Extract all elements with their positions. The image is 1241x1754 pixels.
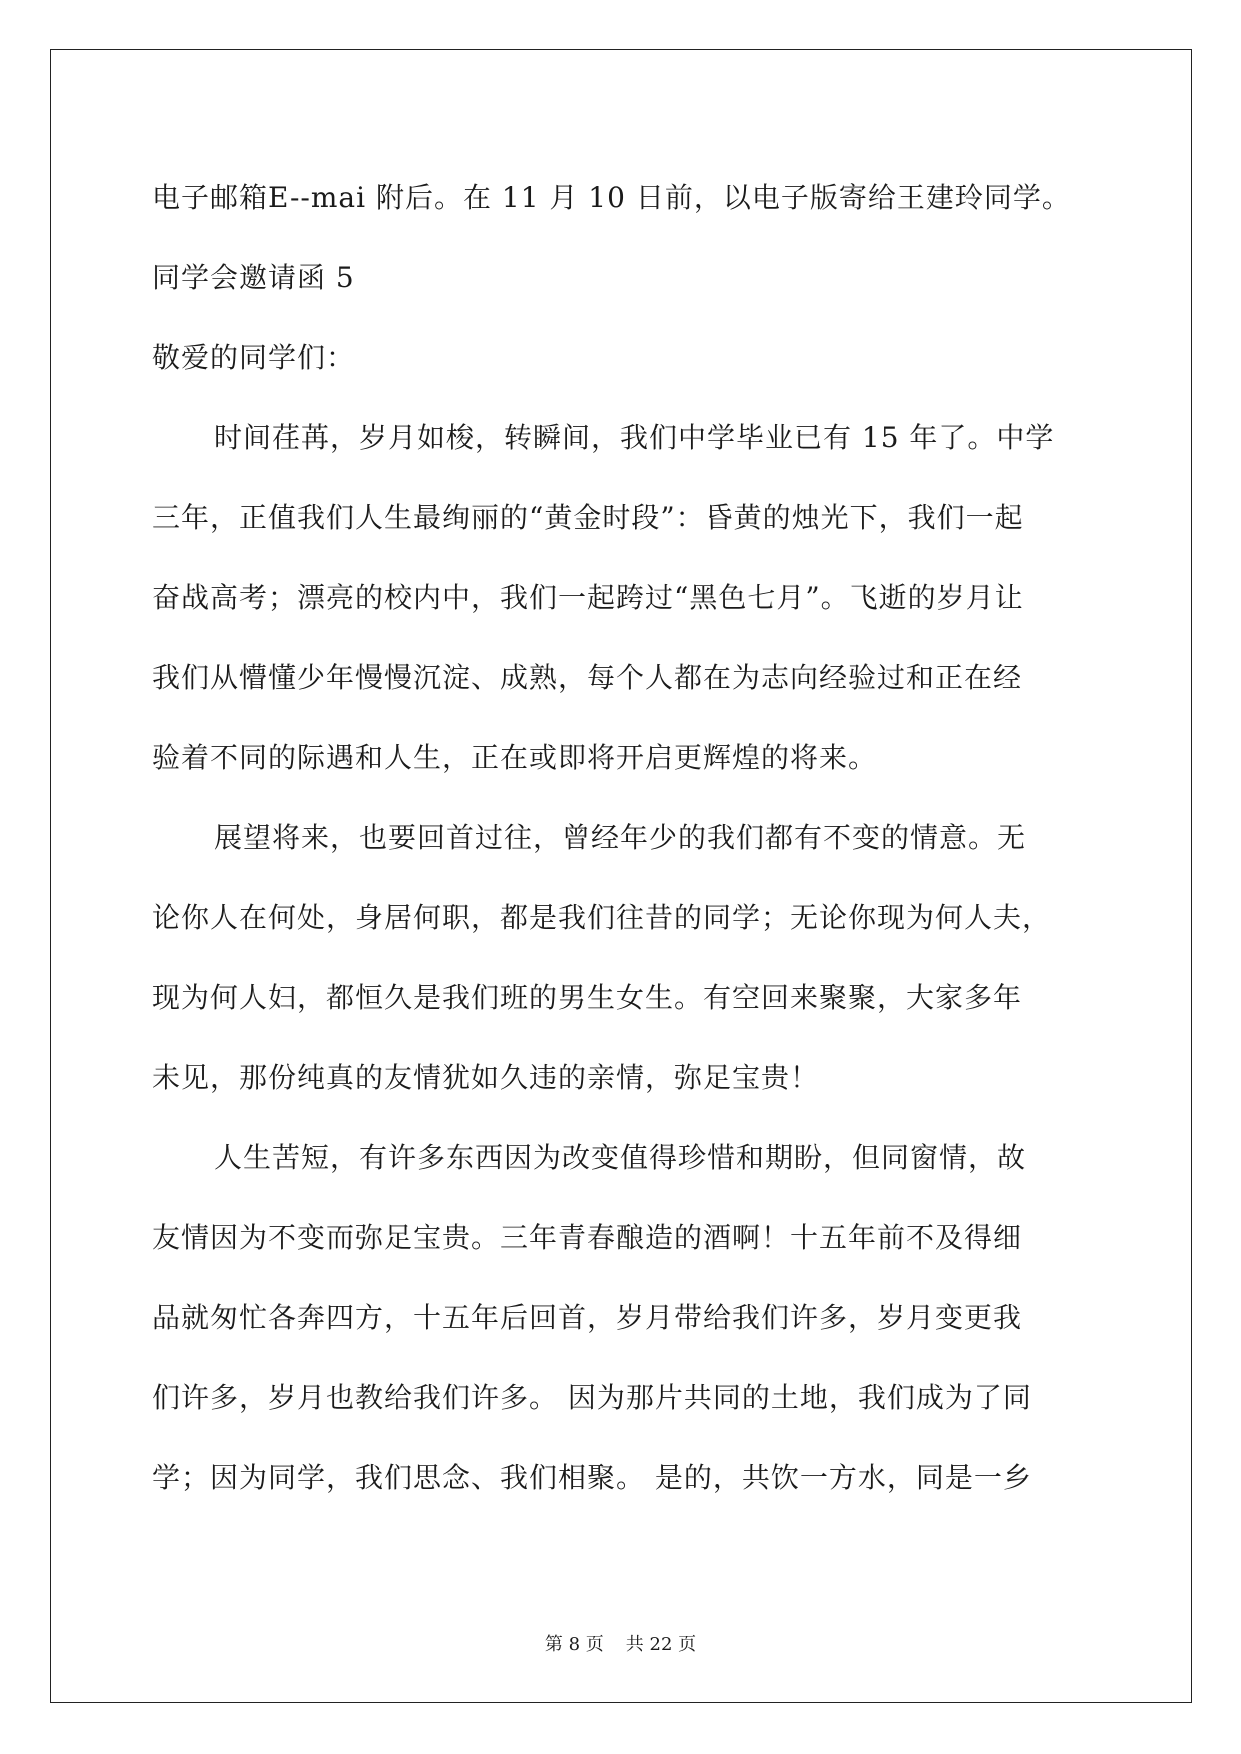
paragraph-3-line-1: 人生苦短，有许多东西因为改变值得珍惜和期盼，但同窗情，故 xyxy=(214,1141,1027,1174)
page-footer xyxy=(0,1633,1241,1657)
page-total: 共 22 页 xyxy=(625,1634,697,1655)
paragraph-3-line-5: 学；因为同学，我们思念、我们相聚。 是的，共饮一方水，同是一乡 xyxy=(152,1461,1032,1494)
paragraph-1-line-1: 时间荏苒，岁月如梭，转瞬间，我们中学毕业已有 15 年了。中学 xyxy=(214,421,1055,454)
salutation: 敬爱的同学们： xyxy=(152,341,356,374)
paragraph-1-line-3: 奋战高考；漂亮的校内中，我们一起跨过“黑色七月”。飞逝的岁月让 xyxy=(152,581,1024,614)
paragraph-1-line-2: 三年，正值我们人生最绚丽的“黄金时段”：昏黄的烛光下，我们一起 xyxy=(152,501,1024,534)
paragraph-2-line-3: 现为何人妇，都恒久是我们班的男生女生。有空回来聚聚，大家多年 xyxy=(152,981,1023,1014)
paragraph-1-line-4: 我们从懵懂少年慢慢沉淀、成熟，每个人都在为志向经验过和正在经 xyxy=(152,661,1023,694)
paragraph-3-line-4: 们许多，岁月也教给我们许多。 因为那片共同的土地，我们成为了同 xyxy=(152,1381,1032,1414)
paragraph-2-line-1: 展望将来，也要回首过往，曾经年少的我们都有不变的情意。无 xyxy=(214,821,1027,854)
paragraph-2-line-4: 未见，那份纯真的友情犹如久违的亲情，弥足宝贵！ xyxy=(152,1061,820,1094)
paragraph-3-line-2: 友情因为不变而弥足宝贵。三年青春酿造的酒啊！十五年前不及得细 xyxy=(152,1221,1023,1254)
paragraph-2-line-2: 论你人在何处，身居何职，都是我们往昔的同学；无论你现为何人夫， xyxy=(152,901,1052,934)
section-title: 同学会邀请函 5 xyxy=(152,261,355,294)
text-line: 电子邮箱E--mai 附后。在 11 月 10 日前，以电子版寄给王建玲同学。 xyxy=(152,181,1071,214)
paragraph-3-line-3: 品就匆忙各奔四方，十五年后回首，岁月带给我们许多，岁月变更我 xyxy=(152,1301,1023,1334)
document-body xyxy=(152,158,1092,1518)
page-number: 第 8 页 xyxy=(544,1634,604,1655)
paragraph-1-line-5: 验着不同的际遇和人生，正在或即将开启更辉煌的将来。 xyxy=(152,741,878,774)
